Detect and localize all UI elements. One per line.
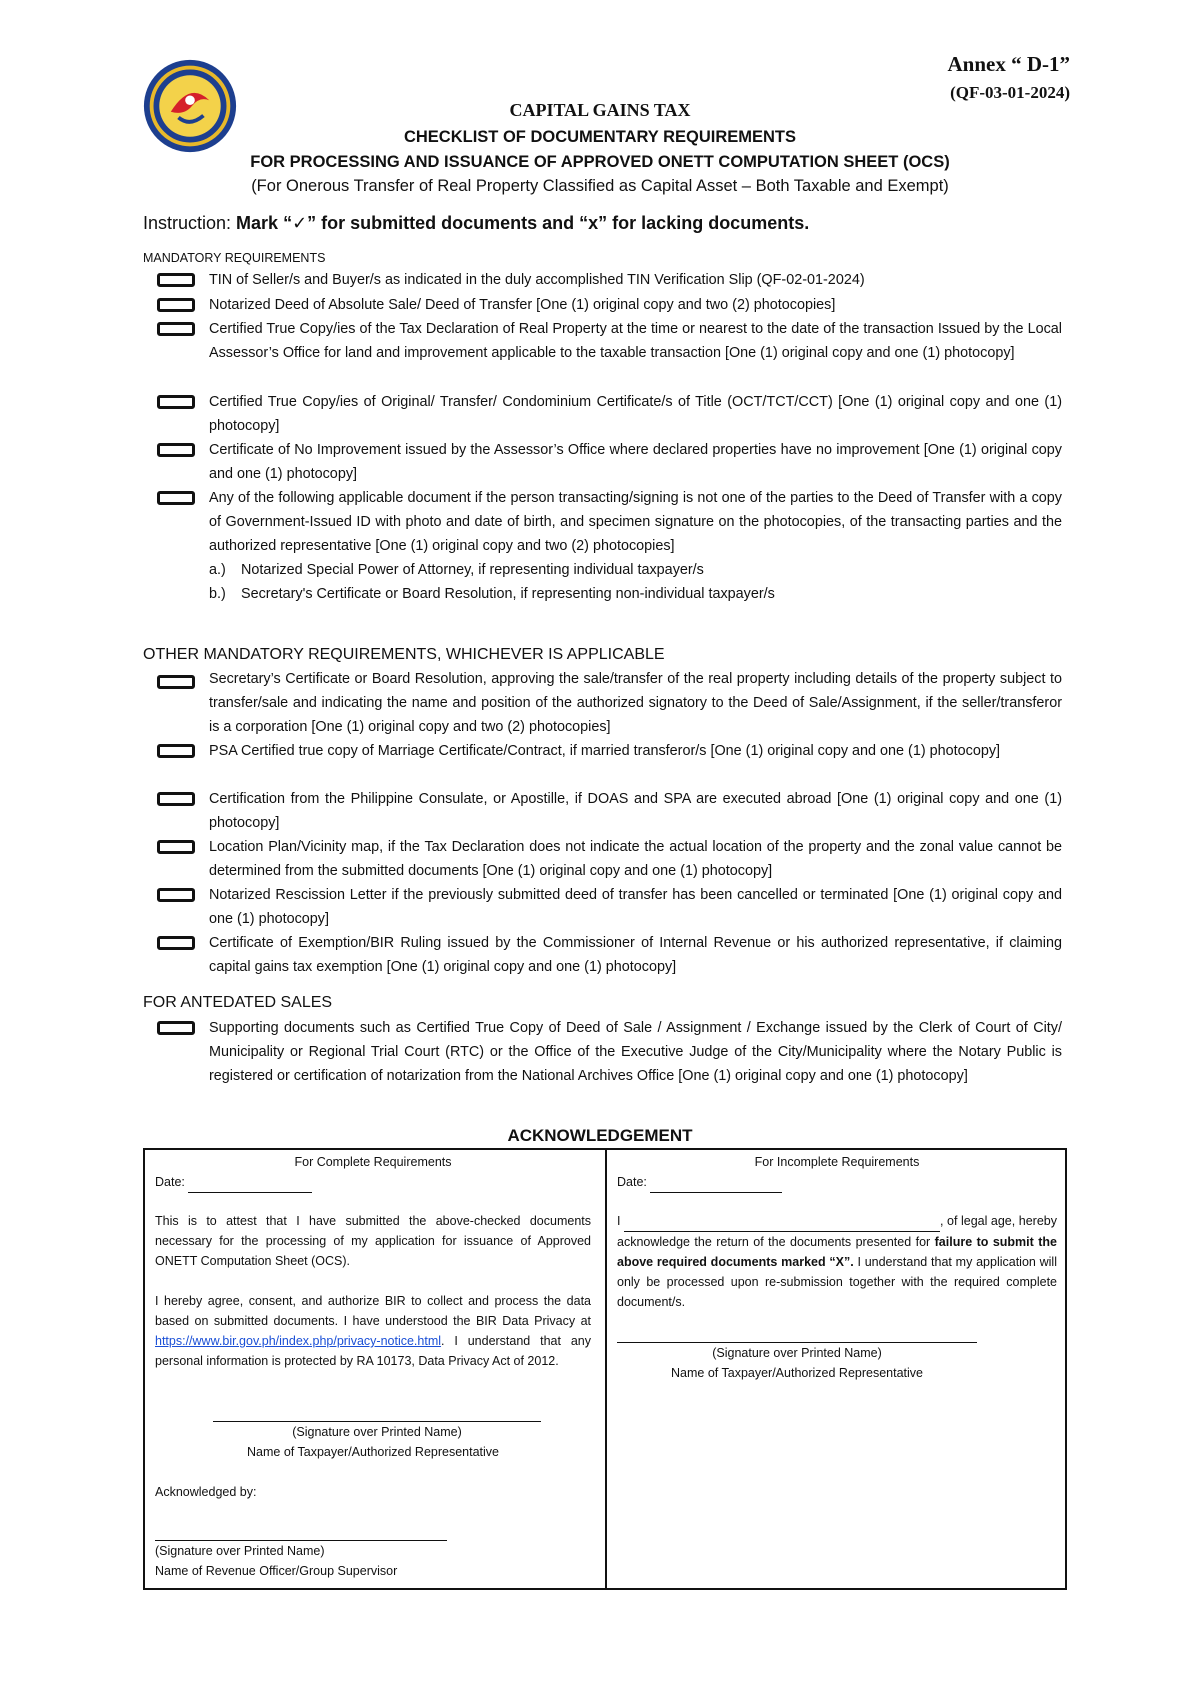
other-item-1: [157, 667, 1062, 739]
instruction: [143, 213, 809, 234]
taxpayer-signature-label: (Signature over Printed Name): [617, 1342, 977, 1363]
other-item-3: [157, 787, 1062, 835]
complete-heading: For Complete Requirements: [294, 1155, 452, 1169]
document-subtitle-2: FOR PROCESSING AND ISSUANCE OF APPROVED ONETT COMPUTATION SHEET (OCS): [250, 153, 950, 171]
sub-item-letter: a.): [209, 562, 226, 578]
checkbox[interactable]: [157, 491, 195, 505]
date-field[interactable]: [188, 1172, 312, 1193]
checkbox[interactable]: [157, 273, 195, 287]
antedated-item-1: [157, 1016, 1062, 1088]
checkbox[interactable]: [157, 888, 195, 902]
checkbox[interactable]: [157, 840, 195, 854]
document-subtitle-1: CHECKLIST OF DOCUMENTARY REQUIREMENTS: [403, 128, 797, 146]
item-text: Any of the following applicable document if the person transacting/signing is not one of the parties to the Deed of Transfer with a copy of Government-Issued ID with photo and date of birth, and specimen signature on the photocopies, of the transacting parties and the authorized representative [One (1) original copy and two (2) photocopies]: [209, 490, 1062, 554]
mandatory-item-4: [157, 390, 1062, 438]
checkbox[interactable]: [157, 298, 195, 312]
other-item-6: [157, 931, 1062, 979]
document-title: CAPITAL GAINS TAX: [509, 100, 691, 120]
checkbox[interactable]: [157, 936, 195, 950]
document-subtitle-3: (For Onerous Transfer of Real Property Classified as Capital Asset – Both Taxable and Exempt): [251, 177, 949, 195]
taxpayer-signature-label: (Signature over Printed Name): [213, 1421, 541, 1442]
item-text: Certified True Copy/ies of the Tax Declaration of Real Property at the time or nearest to the date of the transaction Issued by the Local Assessor’s Office for land and improvement applicable to the taxable transaction [One (1) original copy and one (1) photocopy]: [209, 321, 1062, 361]
mandatory-item-5: [157, 438, 1062, 486]
item-text: Certificate of No Improvement issued by the Assessor’s Office where declared properties have no improvement [One (1) original copy and one (1) photocopy]: [209, 442, 1062, 482]
sub-item-text: Notarized Special Power of Attorney, if representing individual taxpayer/s: [241, 562, 704, 578]
item-text: Notarized Rescission Letter if the previously submitted deed of transfer has been cancelled or terminated [One (1) original copy and one (1) photocopy]: [209, 887, 1062, 927]
sub-item-b: [209, 582, 1062, 606]
annex-label: [947, 52, 1070, 103]
checkbox[interactable]: [157, 675, 195, 689]
item-text: Notarized Deed of Absolute Sale/ Deed of Transfer [One (1) original copy and two (2) photocopies]: [209, 297, 836, 313]
taxpayer-name-label: Name of Taxpayer/Authorized Representative: [671, 1366, 923, 1380]
privacy-notice-link[interactable]: https://www.bir.gov.ph/index.php/privacy-notice.html: [155, 1334, 442, 1348]
annex-number: Annex “ D-1”: [947, 52, 1070, 76]
item-text: Certificate of Exemption/BIR Ruling issued by the Commissioner of Internal Revenue or his authorized representative, if claiming capital gains tax exemption [One (1) original copy and one (1) photocopy]: [209, 935, 1062, 975]
incomplete-heading: For Incomplete Requirements: [754, 1155, 920, 1169]
acknowledged-by-label: Acknowledged by:: [155, 1485, 257, 1499]
checkbox[interactable]: [157, 443, 195, 457]
other-item-4: [157, 835, 1062, 883]
revenue-officer-signature-label: (Signature over Printed Name): [155, 1540, 447, 1561]
mandatory-item-1: [157, 268, 1062, 292]
date-field[interactable]: [650, 1172, 782, 1193]
checkbox[interactable]: [157, 322, 195, 336]
table-divider: [605, 1150, 607, 1588]
incomplete-statement: [617, 1211, 1057, 1312]
other-item-5: [157, 883, 1062, 931]
instruction-label: Instruction:: [143, 213, 237, 233]
sub-item-letter: b.): [209, 586, 226, 602]
item-text: TIN of Seller/s and Buyer/s as indicated in the duly accomplished TIN Verification Slip (QF-02-01-2024): [209, 272, 865, 288]
incomplete-date: [617, 1172, 1057, 1193]
sub-item-a: [209, 558, 1062, 582]
item-text: Certified True Copy/ies of Original/ Transfer/ Condominium Certificate/s of Title (OCT/TCT/CCT) [One (1) original copy and one (1) photocopy]: [209, 394, 1062, 434]
item-text: PSA Certified true copy of Marriage Certificate/Contract, if married transferor/s [One (1) original copy and one (1) photocopy]: [209, 743, 1001, 759]
checkbox[interactable]: [157, 1021, 195, 1035]
revenue-officer-name-label: Name of Revenue Officer/Group Supervisor: [155, 1564, 398, 1578]
consent-pre: I hereby agree, consent, and authorize BIR to collect and process the data based on submitted documents. I have understood the BIR Data Privacy at: [155, 1294, 591, 1328]
acknowledgement-title: ACKNOWLEDGEMENT: [507, 1126, 693, 1145]
mandatory-heading: MANDATORY REQUIREMENTS: [143, 251, 326, 265]
item-text: Secretary’s Certificate or Board Resolution, approving the sale/transfer of the real property including details of the property subject to transfer/sale and indicating the name and position of the authorized signatory to the Deed of Sale/Assignment, if the seller/transferor is a corporation [One (1) original copy and two (2) photocopies]: [209, 671, 1062, 735]
instruction-text: Mark “✓” for submitted documents and “x” for lacking documents.: [236, 213, 810, 233]
item-text: Certification from the Philippine Consulate, or Apostille, if DOAS and SPA are executed abroad [One (1) original copy and one (1) photocopy]: [209, 791, 1062, 831]
return-text: hereby acknowledge the return of the documents presented for: [617, 1214, 1057, 1249]
complete-requirements-column: [155, 1150, 591, 1581]
consent-text: [155, 1291, 591, 1371]
item-text: Supporting documents such as Certified True Copy of Deed of Sale / Assignment / Exchange issued by the Clerk of Court of City/ Municipality or Regional Trial Court (RTC) or the Office of the Executive Judge of the City/Municipality where the Notary Public is registered or certification of notarization from the National Archives Office [One (1) original copy and one (1) photocopy]: [209, 1020, 1062, 1084]
consent-post: . I understand that any personal information is protected by RA 10173, Data Privacy Act of 2012.: [155, 1334, 591, 1368]
mandatory-item-6: [157, 486, 1062, 606]
date-label: Date:: [155, 1175, 185, 1189]
other-item-2: [157, 739, 1062, 763]
form-code: (QF-03-01-2024): [950, 83, 1070, 102]
other-heading: OTHER MANDATORY REQUIREMENTS, WHICHEVER IS APPLICABLE: [143, 646, 665, 663]
i-label: I: [617, 1214, 621, 1228]
processing-text: I understand that my application will only be processed upon re-submission together with the required complete document/s.: [617, 1255, 1057, 1309]
checkbox[interactable]: [157, 395, 195, 409]
incomplete-requirements-column: [617, 1150, 1057, 1383]
checkbox[interactable]: [157, 792, 195, 806]
mandatory-item-2: [157, 293, 1062, 317]
taxpayer-name-label: Name of Taxpayer/Authorized Representative: [247, 1445, 499, 1459]
attest-text: This is to attest that I have submitted the above-checked documents necessary for the processing of my application for issuance of Approved ONETT Computation Sheet (OCS).: [155, 1214, 591, 1268]
date-label: Date:: [617, 1175, 647, 1189]
antedated-heading: FOR ANTEDATED SALES: [143, 994, 333, 1011]
checkbox[interactable]: [157, 744, 195, 758]
failure-text: failure to submit the above required documents marked “X”.: [617, 1235, 1057, 1269]
complete-date: [155, 1172, 591, 1193]
mandatory-item-3: [157, 317, 1062, 365]
legal-age-text: , of legal age,: [940, 1214, 1016, 1228]
item-text: Location Plan/Vicinity map, if the Tax Declaration does not indicate the actual location of the property and the zonal value cannot be determined from the submitted documents [One (1) original copy and one (1) photocopy]: [209, 839, 1062, 879]
name-field[interactable]: [624, 1211, 940, 1232]
acknowledgement-table: [143, 1148, 1067, 1590]
sub-item-text: Secretary's Certificate or Board Resolution, if representing non-individual taxpayer/s: [241, 586, 775, 602]
